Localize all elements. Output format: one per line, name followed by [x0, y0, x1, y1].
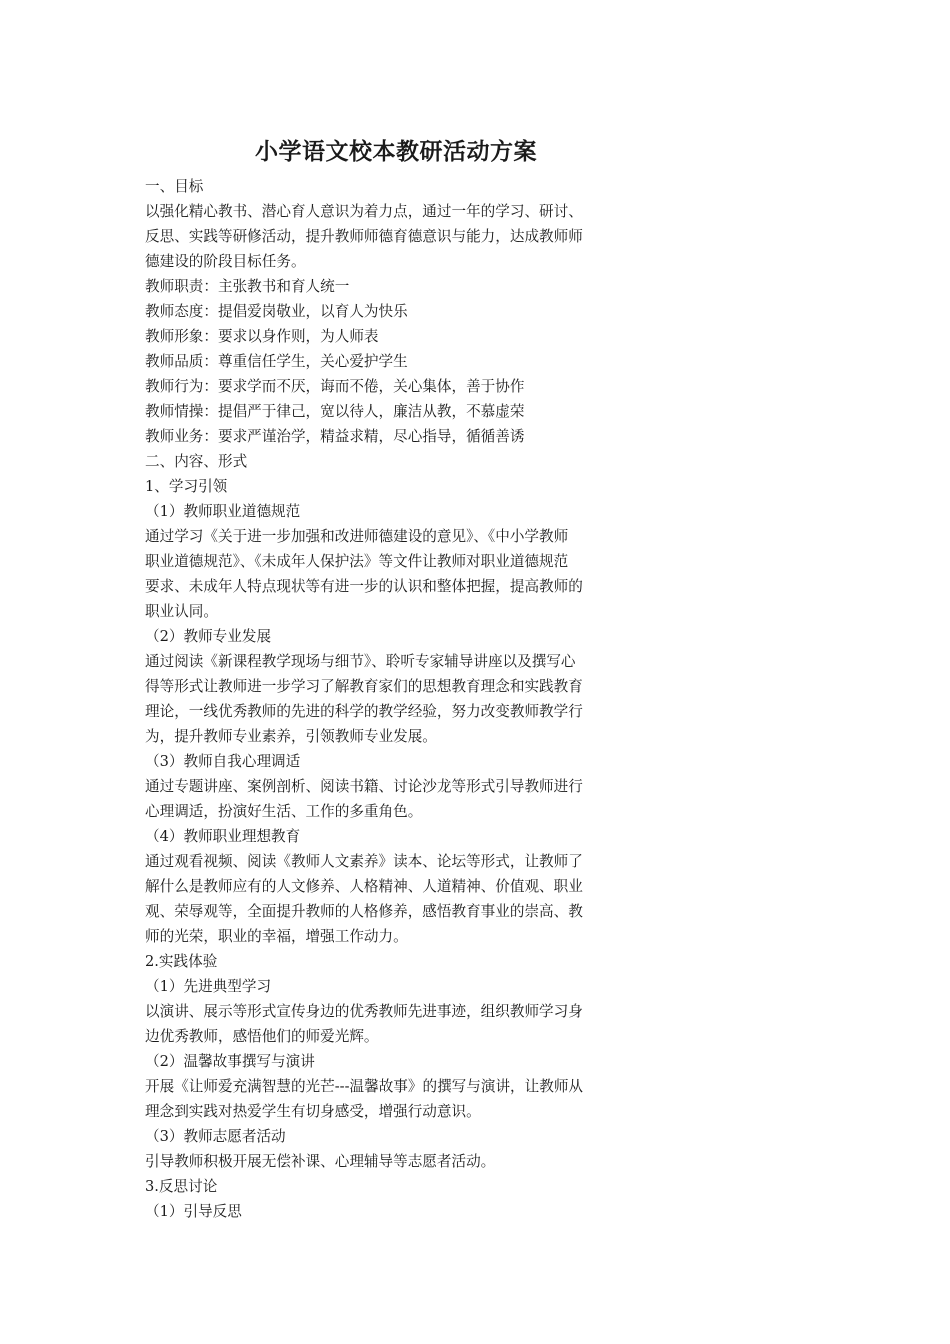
text-line: 开展《让师爱充满智慧的光芒---温馨故事》的撰写与演讲，让教师从 [145, 1078, 584, 1095]
text-line: 边优秀教师，感悟他们的师爱光辉。 [145, 1028, 379, 1045]
text-line: 通过观看视频、阅读《教师人文素养》读本、论坛等形式，让教师了 [145, 853, 583, 870]
text-line: 教师行为：要求学而不厌，诲而不倦，关心集体，善于协作 [145, 378, 525, 395]
text-line: （3）教师自我心理调适 [145, 753, 301, 770]
text-line: 通过学习《关于进一步加强和改进师德建设的意见》、《中小学教师 [145, 528, 569, 545]
text-line: 1、学习引领 [145, 478, 228, 495]
text-line: 教师品质：尊重信任学生，关心爱护学生 [145, 353, 408, 370]
text-line: （1）教师职业道德规范 [145, 503, 301, 520]
text-line: （2）教师专业发展 [145, 628, 272, 645]
text-line: 职业道德规范》、《未成年人保护法》等文件让教师对职业道德规范 [145, 553, 569, 570]
text-line: 二、内容、形式 [145, 453, 248, 470]
text-line: 2.实践体验 [145, 953, 218, 970]
text-line: 职业认同。 [145, 603, 218, 620]
text-line: 教师态度：提倡爱岗敬业，以育人为快乐 [145, 303, 408, 320]
text-line: （1）引导反思 [145, 1203, 242, 1220]
text-line: 理论，一线优秀教师的先进的科学的教学经验，努力改变教师教学行 [145, 703, 583, 720]
text-line: （1）先进典型学习 [145, 978, 272, 995]
text-line: 引导教师积极开展无偿补课、心理辅导等志愿者活动。 [145, 1153, 496, 1170]
text-line: 教师情操：提倡严于律己，宽以待人，廉洁从教，不慕虚荣 [145, 403, 525, 420]
text-line: （4）教师职业理想教育 [145, 828, 301, 845]
text-line: 通过专题讲座、案例剖析、阅读书籍、讨论沙龙等形式引导教师进行 [145, 778, 583, 795]
text-line: 教师业务：要求严谨治学，精益求精，尽心指导，循循善诱 [145, 428, 525, 445]
document-title: 小学语文校本教研活动方案 [255, 138, 537, 165]
text-line: 为，提升教师专业素养，引领教师专业发展。 [145, 728, 437, 745]
text-line: 教师职责：主张教书和育人统一 [145, 278, 350, 295]
text-line: 通过阅读《新课程教学现场与细节》、聆听专家辅导讲座以及撰写心 [145, 653, 576, 670]
document-body [145, 174, 648, 1224]
text-line: 理念到实践对热爱学生有切身感受，增强行动意识。 [145, 1103, 481, 1120]
text-line: （3）教师志愿者活动 [145, 1128, 286, 1145]
text-line: 以演讲、展示等形式宣传身边的优秀教师先进事迹，组织教师学习身 [145, 1003, 583, 1020]
text-line: 要求、未成年人特点现状等有进一步的认识和整体把握，提高教师的 [145, 578, 583, 595]
text-line: 反思、实践等研修活动，提升教师师德育德意识与能力，达成教师师 [145, 228, 583, 245]
text-line: 心理调适，扮演好生活、工作的多重角色。 [145, 803, 423, 820]
text-line: 师的光荣，职业的幸福，增强工作动力。 [145, 928, 408, 945]
text-line: 解什么是教师应有的人文修养、人格精神、人道精神、价值观、职业 [145, 878, 583, 895]
text-line: 一、目标 [145, 178, 204, 195]
text-line: 得等形式让教师进一步学习了解教育家们的思想教育理念和实践教育 [145, 678, 583, 695]
text-line: 3.反思讨论 [145, 1178, 218, 1195]
text-line: 教师形象：要求以身作则，为人师表 [145, 328, 379, 345]
text-line: 德建设的阶段目标任务。 [145, 253, 306, 270]
text-line: 以强化精心教书、潜心育人意识为着力点，通过一年的学习、研讨、 [145, 203, 583, 220]
text-line: （2）温馨故事撰写与演讲 [145, 1053, 315, 1070]
text-line: 观、荣辱观等，全面提升教师的人格修养，感悟教育事业的崇高、教 [145, 903, 583, 920]
